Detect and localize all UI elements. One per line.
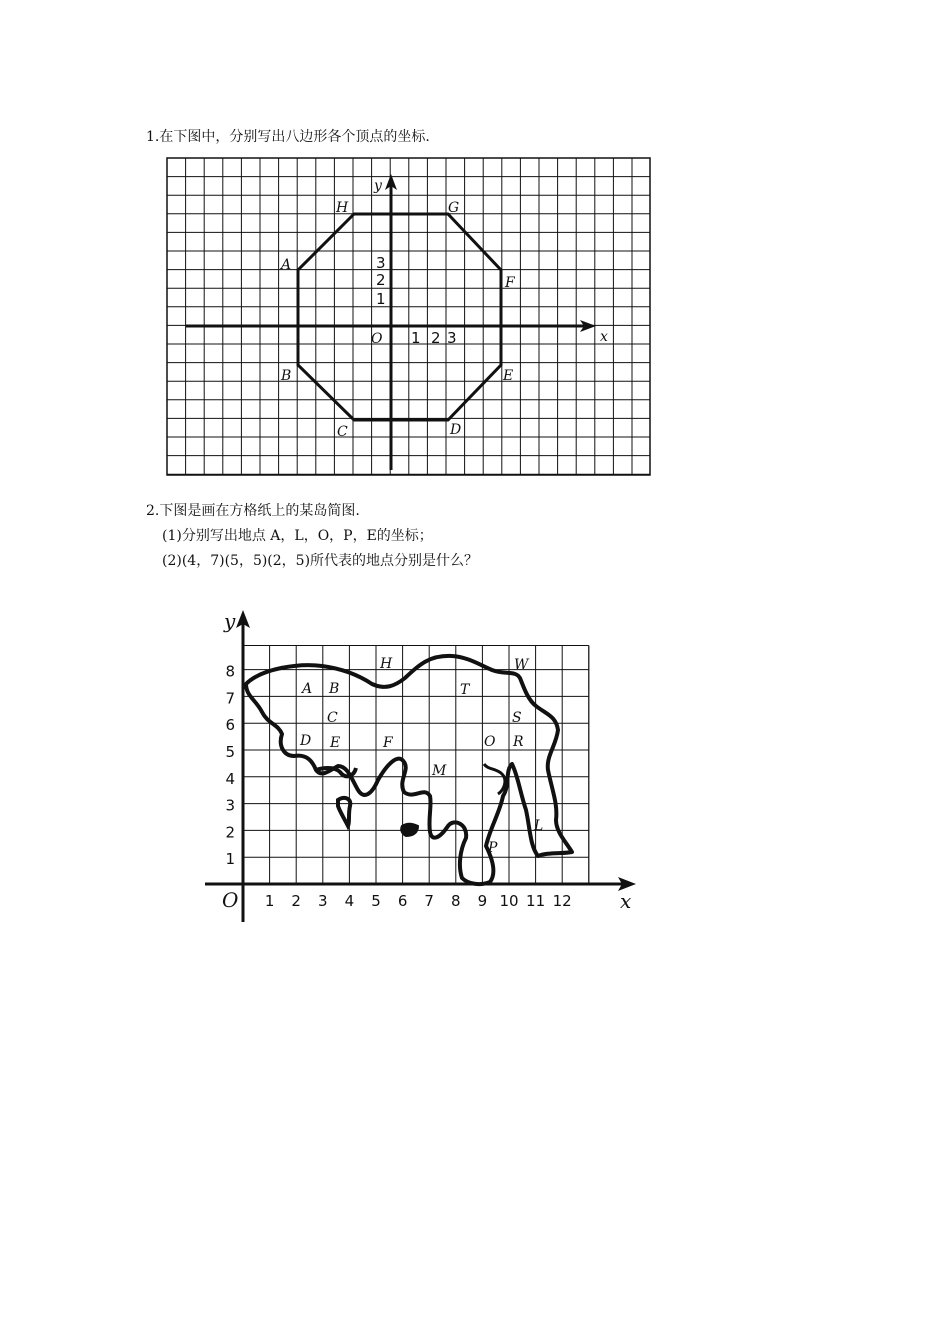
islet-2: [401, 824, 418, 836]
vertex-label-e: E: [503, 368, 514, 384]
figure1-x-tick: 2: [431, 329, 441, 347]
figure2-x-tick: 1: [264, 892, 275, 910]
figure1-x-axis-label: x: [600, 329, 608, 345]
place-label-s: S: [512, 710, 522, 726]
place-label-l: L: [534, 818, 544, 834]
islet-1: [338, 798, 350, 826]
figure2-origin-label: O: [222, 888, 239, 912]
figure1-x-tick: 1: [411, 329, 421, 347]
figure2-x-tick: 7: [424, 892, 434, 910]
place-label-b: B: [329, 681, 340, 697]
figure1-origin-label: O: [371, 331, 383, 347]
figure2-y-tick: 6: [225, 716, 235, 735]
vertex-label-a: A: [281, 257, 292, 273]
figure2-x-tick: 6: [397, 892, 408, 910]
figure2-x-axis-label: x: [620, 889, 632, 913]
question-2-part-1: (1)分别写出地点 A，L，O，P，E的坐标；: [162, 528, 433, 544]
place-label-a: A: [302, 681, 313, 697]
place-label-m: M: [432, 763, 447, 779]
place-label-r: R: [513, 734, 524, 750]
figure2-x-tick: 8: [451, 892, 461, 910]
question-1-text: 1.在下图中，分别写出八边形各个顶点的坐标.: [146, 129, 430, 145]
question-2-part-2: (2)(4，7)(5，5)(2，5)所代表的地点分别是什么？: [162, 553, 479, 569]
place-label-d: D: [300, 733, 312, 749]
figure1-y-tick: 2: [376, 271, 386, 289]
figure1-y-tick: 3: [376, 254, 386, 272]
figure2-y-tick: 7: [225, 689, 235, 708]
place-label-w: W: [514, 657, 529, 673]
figure2-y-tick: 3: [225, 796, 235, 815]
island-east-inlet: [484, 764, 505, 794]
figure2-y-tick: 5: [225, 743, 235, 761]
vertex-label-g: G: [448, 200, 460, 216]
figure2-y-axis-label: y: [224, 609, 236, 633]
figure2-x-ticks: [265, 892, 572, 910]
figure1-y-axis-label: y: [374, 178, 382, 194]
figure2-x-tick: 4: [344, 892, 355, 910]
place-label-t: T: [460, 682, 470, 698]
vertex-label-h: H: [336, 200, 349, 216]
vertex-label-d: D: [450, 422, 462, 438]
figure2-x-tick: 11: [526, 892, 546, 910]
figure2-grid: [243, 645, 589, 884]
place-label-c: C: [327, 710, 338, 726]
figure2-x-tick: 12: [552, 892, 572, 910]
figure2-y-tick: 8: [225, 662, 235, 681]
vertex-label-f: F: [505, 275, 515, 291]
figure2-y-tick: 2: [225, 823, 235, 842]
figure2-x-tick: 10: [499, 892, 519, 910]
figure2-x-tick: 2: [291, 892, 301, 910]
vertex-label-c: C: [337, 424, 348, 440]
place-label-f: F: [383, 735, 393, 751]
place-label-h: H: [380, 656, 393, 672]
figure2-x-tick: 3: [318, 892, 328, 910]
vertex-label-b: B: [281, 368, 292, 384]
figure2-y-axis: [236, 610, 250, 922]
island-outline: [246, 656, 572, 884]
figure2-y-tick: 1: [225, 850, 235, 869]
figure1-x-tick: 3: [447, 329, 457, 347]
figure2-y-tick: 4: [225, 769, 235, 788]
figure2-y-ticks: [225, 663, 235, 869]
place-label-o: O: [484, 734, 496, 750]
figure2-x-tick: 9: [477, 892, 488, 910]
place-label-p: P: [488, 840, 498, 856]
place-label-e: E: [330, 735, 341, 751]
question-2-text: 2.下图是画在方格纸上的某岛简图.: [146, 503, 360, 519]
figure1-y-tick: 1: [376, 290, 386, 308]
figure2-x-tick: 5: [371, 892, 381, 910]
